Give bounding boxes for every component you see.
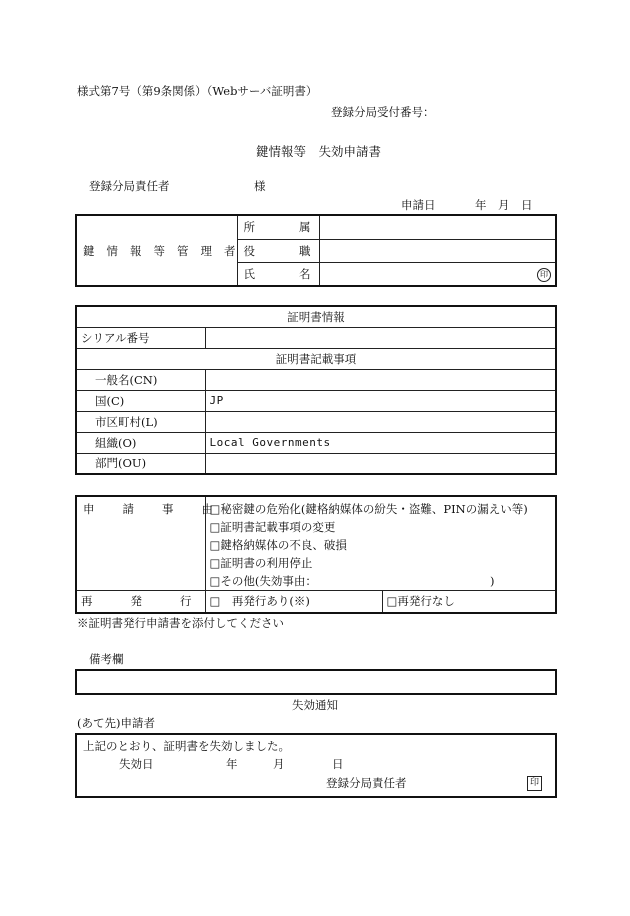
certificate-section-title: 証明書情報	[76, 306, 556, 327]
country-field[interactable]: JP	[205, 390, 556, 411]
affiliation-label: 所属	[243, 220, 355, 235]
seal-mark: 印	[537, 268, 551, 282]
manager-table	[75, 214, 557, 287]
revocation-officer: 登録分局責任者	[326, 776, 407, 790]
position-label: 役職	[243, 243, 355, 258]
reason-options	[205, 496, 556, 591]
reason-other-close: )	[490, 574, 495, 588]
attachment-note: ※証明書発行申請書を添付してください	[77, 616, 284, 630]
affiliation-field[interactable]	[319, 215, 556, 239]
locality-field[interactable]	[205, 411, 556, 432]
reception-number-label: 登録分局受付番号：	[331, 105, 435, 119]
officer-seal-mark: 印	[527, 776, 542, 791]
position-field[interactable]	[319, 239, 556, 262]
reissue-label-cell	[76, 591, 230, 613]
revocation-date-day: 日	[332, 757, 344, 771]
revocation-notice-title: 失効通知	[292, 698, 338, 712]
certificate-table	[75, 305, 557, 475]
reason-table	[75, 495, 557, 614]
certificate-fields-title: 証明書記載事項	[76, 348, 556, 369]
revocation-date-year: 年	[226, 757, 238, 771]
organization-field[interactable]: Local Governments	[205, 432, 556, 453]
reason-option-media-defect[interactable]: □鍵格納媒体の不良、破損	[209, 538, 347, 552]
manager-label: 鍵情報等管理者	[83, 243, 248, 258]
affiliation-label-cell	[237, 215, 355, 239]
reason-option-other[interactable]: □その他(失効事由：	[209, 574, 317, 588]
serial-label: シリアル番号	[76, 327, 205, 348]
application-date-day: 日	[521, 198, 533, 212]
serial-field[interactable]	[205, 327, 556, 348]
revocation-date-month: 月	[273, 757, 285, 771]
reason-option-stop-use[interactable]: □証明書の利用停止	[209, 556, 313, 570]
reissue-no-option[interactable]: □再発行なし	[382, 591, 556, 613]
cn-field[interactable]	[205, 369, 556, 390]
position-label-cell	[237, 239, 355, 262]
reissue-label: 再発行	[81, 594, 230, 609]
revocation-notice-to: (あて先)申請者	[77, 716, 155, 730]
org-unit-field[interactable]	[205, 453, 556, 474]
reissue-yes-option[interactable]: □ 再発行あり(※)	[205, 591, 382, 613]
application-date-label: 申請日	[401, 198, 436, 212]
reason-option-change[interactable]: □証明書記載事項の変更	[209, 520, 336, 534]
application-date-year: 年	[475, 198, 487, 212]
org-unit-label: 部門(OU)	[76, 453, 205, 474]
organization-label: 組織(O)	[76, 432, 205, 453]
name-label: 氏名	[243, 266, 355, 281]
cn-label: 一般名(CN)	[76, 369, 205, 390]
manager-label-cell	[76, 215, 248, 286]
country-label: 国(C)	[76, 390, 205, 411]
remarks-label: 備考欄	[89, 652, 124, 666]
revocation-message: 上記のとおり、証明書を失効しました。	[83, 739, 290, 753]
locality-label: 市区町村(L)	[76, 411, 205, 432]
name-label-cell	[237, 262, 355, 286]
revocation-date-label: 失効日	[119, 757, 154, 771]
page-title: 鍵情報等 失効申請書	[256, 144, 382, 159]
reason-option-compromise[interactable]: □秘密鍵の危殆化(鍵格納媒体の紛失・盗難、PINの漏えい等)	[209, 502, 528, 516]
name-field[interactable]	[319, 262, 556, 286]
addressee-honorific: 様	[254, 179, 266, 193]
remarks-field[interactable]	[75, 669, 557, 695]
revocation-notice-box	[75, 733, 557, 798]
application-date-month: 月	[498, 198, 510, 212]
addressee-label: 登録分局責任者	[89, 179, 170, 193]
reason-label: 申請事由	[83, 502, 241, 516]
form-number: 様式第7号（第9条関係）（Webサーバ証明書）	[77, 84, 318, 98]
reason-label-cell	[76, 496, 241, 591]
reason-option-other-row	[210, 572, 495, 590]
